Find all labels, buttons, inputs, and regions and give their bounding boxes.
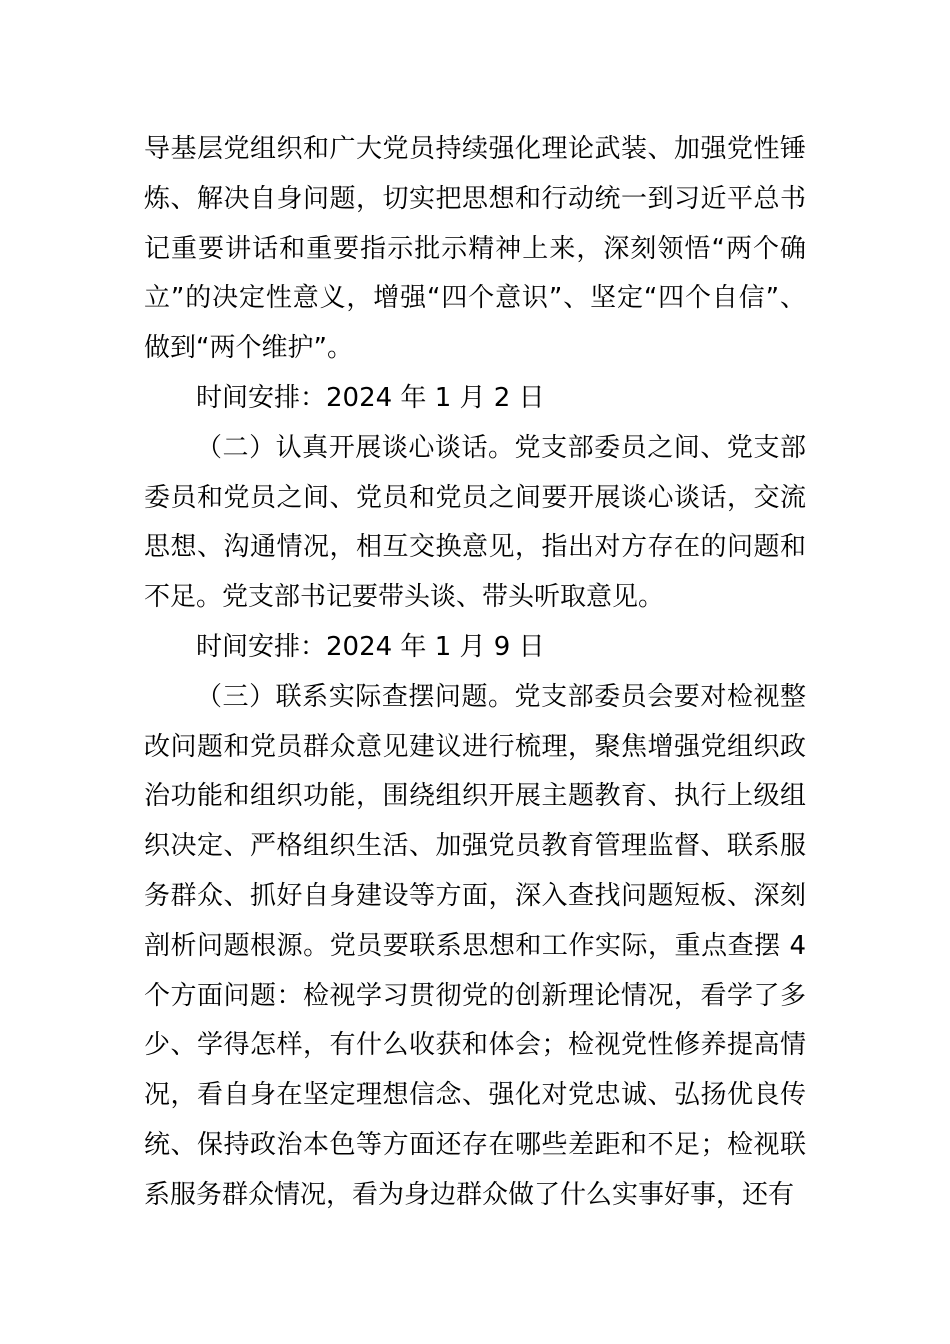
- schedule-line-1: 时间安排：2024 年 1 月 2 日: [196, 382, 545, 413]
- schedule-line-2: 时间安排：2024 年 1 月 9 日: [196, 631, 545, 662]
- paragraph-continuation: 导基层党组织和广大党员持续强化理论武装、加强党性锤炼、解决自身问题，切实把思想和行动统一到习近平总书记重要讲话和重要指示批示精神上来，深刻领悟“两个确立”的决定性意义，增强“四个意识”、坚定“四个自信”、做到“两个维护”。: [144, 134, 806, 364]
- document-body: [144, 125, 806, 1221]
- paragraph-section-2: （二）认真开展谈心谈话。党支部委员之间、党支部委员和党员之间、党员和党员之间要开展谈心谈话，交流思想、沟通情况，相互交换意见，指出对方存在的问题和不足。党支部书记要带头谈、带头听取意见。: [144, 432, 806, 613]
- paragraph-section-3: （三）联系实际查摆问题。党支部委员会要对检视整改问题和党员群众意见建议进行梳理，聚焦增强党组织政治功能和组织功能，围绕组织开展主题教育、执行上级组织决定、严格组织生活、加强党员教育管理监督、联系服务群众、抓好自身建设等方面，深入查找问题短板、深刻剖析问题根源。党员要联系思想和工作实际，重点查摆 4 个方面问题：检视学习贯彻党的创新理论情况，看学了多少、学得怎样，有什么收获和体会；检视党性修养提高情况，看自身在坚定理想信念、强化对党忠诚、弘扬优良传统、保持政治本色等方面还存在哪些差距和不足；检视联系服务群众情况，看为身边群众做了什么实事好事，还有: [144, 681, 806, 1210]
